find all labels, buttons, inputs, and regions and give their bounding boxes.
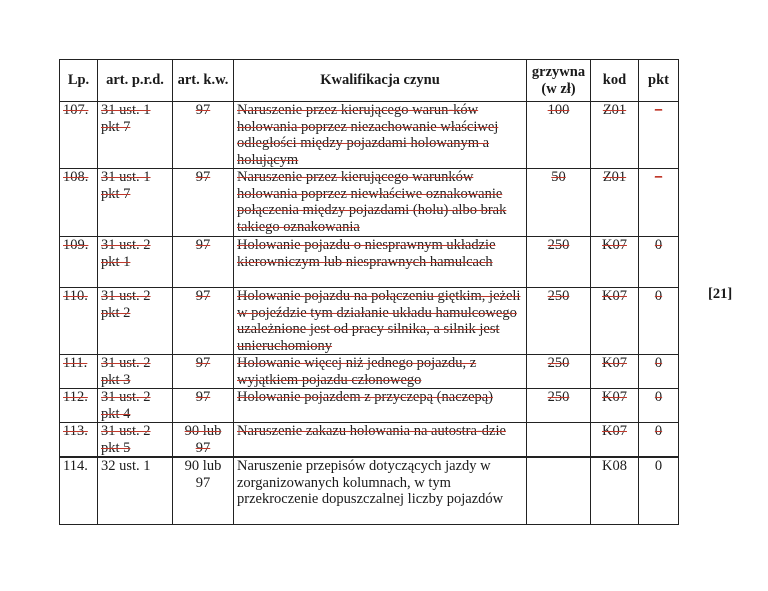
cell-grzywna: 250	[547, 288, 570, 304]
cell-pkt: 0	[654, 237, 663, 253]
cell-art: 31 ust. 2 pkt 3	[101, 355, 151, 388]
cell-desc: Naruszenie przepisów dotyczących jazdy w zorganizowanych kolumnach, w tym przekroczenie dopuszczalnej liczby pojazdów	[234, 457, 527, 524]
header-grzywna: grzywna (w zł)	[527, 60, 591, 102]
cell-pkt: 0	[654, 389, 663, 405]
cell-art: 31 ust. 1 pkt 7	[101, 169, 151, 202]
cell-kod: Z01	[602, 102, 627, 118]
table-row	[60, 237, 679, 288]
cell-kw: 97	[195, 355, 211, 371]
table-row	[60, 389, 679, 423]
cell-grzywna: 100	[547, 102, 570, 118]
cell-desc: Holowanie więcej niż jednego pojazdu, z wyjątkiem pojazdu członowego	[237, 355, 477, 388]
cell-pkt: –	[654, 102, 663, 118]
header-art-prd: art. p.r.d.	[98, 60, 173, 102]
cell-lp: 108.	[63, 169, 89, 185]
cell-art: 31 ust. 2 pkt 4	[101, 389, 151, 422]
cell-kw: 90 lub 97	[184, 423, 222, 456]
cell-desc: Holowanie pojazdu o niesprawnym układzie kierowniczym lub niesprawnych hamulcach	[237, 237, 496, 270]
offense-table	[59, 59, 679, 525]
cell-lp: 109.	[63, 237, 89, 253]
table-row	[60, 423, 679, 458]
cell-lp: 110.	[63, 288, 88, 304]
cell-desc: Naruszenie przez kierującego warunków holowania poprzez niewłaściwe oznakowanie połączenia między pojazdami (holu) albo brak takiego oznakowania	[237, 169, 507, 235]
cell-pkt: 0	[654, 288, 663, 304]
header-kwalifikacja: Kwalifikacja czynu	[234, 60, 527, 102]
cell-art: 31 ust. 2 pkt 5	[101, 423, 151, 456]
cell-kod: K07	[602, 237, 627, 253]
cell-lp: 112.	[63, 389, 88, 405]
cell-pkt: –	[654, 169, 663, 185]
cell-kw: 97	[195, 288, 211, 304]
cell-desc: Naruszenie przez kierującego warun-ków holowania poprzez niezachowanie właściwej odległości między pojazdami holowanym a holującym	[237, 102, 499, 168]
cell-art: 32 ust. 1	[98, 457, 173, 524]
cell-pkt: 0	[654, 355, 663, 371]
cell-lp: 107.	[63, 102, 89, 118]
cell-lp: 114.	[60, 457, 98, 524]
cell-desc: Naruszenie zakazu holowania na autostra-dzie	[237, 423, 506, 439]
header-lp: Lp.	[60, 60, 98, 102]
table-row	[60, 169, 679, 237]
header-art-kw: art. k.w.	[173, 60, 234, 102]
cell-kod: K07	[602, 423, 627, 439]
cell-pkt: 0	[639, 457, 679, 524]
cell-desc: Holowanie pojazdem z przyczepą (naczepą)	[237, 389, 494, 405]
footnote-marker: [21]	[708, 286, 733, 302]
cell-grzywna: 250	[547, 355, 570, 371]
cell-kw: 97	[195, 237, 211, 253]
cell-lp: 111.	[63, 355, 88, 371]
cell-grzywna	[527, 457, 591, 524]
cell-art: 31 ust. 1 pkt 7	[101, 102, 151, 135]
table-row	[60, 355, 679, 389]
table-row	[60, 288, 679, 355]
cell-kod: K07	[602, 355, 627, 371]
cell-kod: K07	[602, 389, 627, 405]
cell-kw: 97	[195, 102, 211, 118]
cell-kod: K07	[602, 288, 627, 304]
cell-art: 31 ust. 2 pkt 1	[101, 237, 151, 270]
cell-lp: 113.	[63, 423, 88, 439]
cell-kw: 97	[195, 169, 211, 185]
table-row	[60, 457, 679, 524]
cell-kw: 90 lub 97	[173, 457, 234, 524]
cell-grzywna: 50	[551, 169, 566, 185]
cell-grzywna: 250	[547, 389, 570, 405]
cell-pkt: 0	[654, 423, 663, 439]
cell-kod: Z01	[602, 169, 627, 185]
cell-art: 31 ust. 2 pkt 2	[101, 288, 151, 321]
cell-kw: 97	[195, 389, 211, 405]
header-kod: kod	[591, 60, 639, 102]
header-pkt: pkt	[639, 60, 679, 102]
table-row	[60, 102, 679, 169]
cell-kod: K08	[591, 457, 639, 524]
cell-desc: Holowanie pojazdu na połączeniu giętkim, jeżeli w pojeździe tym działanie układu hamulcowego uzależnione jest od pracy silnika, a silnik jest unieruchomiony	[237, 288, 521, 354]
cell-grzywna: 250	[547, 237, 570, 253]
